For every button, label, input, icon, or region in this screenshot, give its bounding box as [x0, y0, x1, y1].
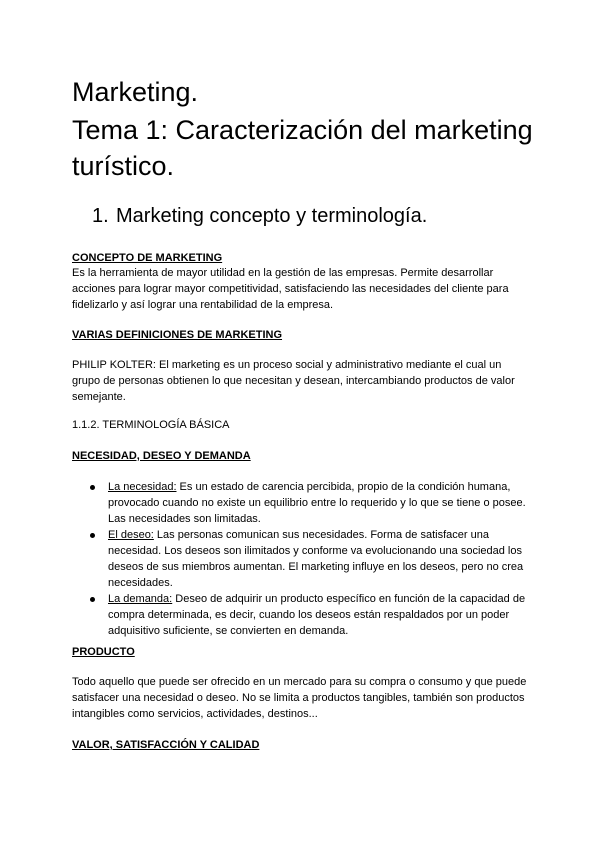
bullet-text: Es un estado de carencia percibida, propio de la condición humana, provocado cuando no existe un equilibrio entre lo requerido y lo que se tiene o posee. Las necesidades son limitadas.	[108, 481, 526, 525]
bullet-text: Las personas comunican sus necesidades. Forma de satisfacer una necesidad. Los deseos son ilimitados y conforme va evolucionando una sociedad los deseos de sus miembros aumentan. El marketing influye en los deseos, pero no crea necesidades.	[108, 529, 524, 589]
heading-producto: PRODUCTO	[72, 646, 135, 658]
heading-valor-satisfaccion-calidad: VALOR, SATISFACCIÓN Y CALIDAD	[72, 739, 260, 751]
heading-varias-definiciones: VARIAS DEFINICIONES DE MARKETING	[72, 329, 283, 341]
document-title-line-3: turístico.	[72, 151, 175, 181]
bullet-term: El deseo:	[108, 529, 154, 541]
heading-number: 1.	[92, 205, 109, 227]
bullet-term: La demanda:	[108, 593, 173, 605]
bullet-text: Deseo de adquirir un producto específico en función de la capacidad de compra determinada, es decir, cuando los deseos están respaldados por un poder adquisitivo suficiente, se convierten en demanda.	[108, 593, 526, 637]
document-title-line-2: Tema 1: Caracterización del marketing	[72, 115, 533, 145]
paragraph-philip-kolter: PHILIP KOLTER: El marketing es un proceso social y administrativo mediante el cual un grupo de personas obtienen lo que necesitan y desean, intercambiando productos de valor semejante.	[72, 359, 515, 403]
heading-concepto-de-marketing: CONCEPTO DE MARKETING	[72, 252, 223, 264]
list-item	[90, 527, 530, 591]
bullet-term: La necesidad:	[108, 481, 177, 493]
paragraph-producto: Todo aquello que puede ser ofrecido en un mercado para su compra o consumo y que puede satisfacer una necesidad o deseo. No se limita a productos tangibles, también son productos intangibles como servicios, actividades, destinos...	[72, 676, 527, 720]
bullet-icon	[90, 597, 95, 602]
bullet-icon	[90, 533, 95, 538]
bullet-list-necesidad-deseo-demanda	[90, 479, 530, 639]
section-heading-marketing-concepto	[92, 202, 427, 230]
subsection-terminologia-basica: 1.1.2. TERMINOLOGÍA BÁSICA	[72, 419, 230, 431]
list-item	[90, 591, 530, 639]
heading-necesidad-deseo-demanda: NECESIDAD, DESEO Y DEMANDA	[72, 450, 251, 462]
list-item	[90, 479, 530, 527]
document-title-line-1: Marketing.	[72, 77, 199, 107]
bullet-icon	[90, 485, 95, 490]
paragraph-concepto: Es la herramienta de mayor utilidad en la gestión de las empresas. Permite desarrollar acciones para lograr mayor competitividad, satisfaciendo las necesidades del cliente para fidelizarlo y así lograr una rentabilidad de la empresa.	[72, 267, 509, 311]
heading-text: Marketing concepto y terminología.	[116, 205, 428, 227]
